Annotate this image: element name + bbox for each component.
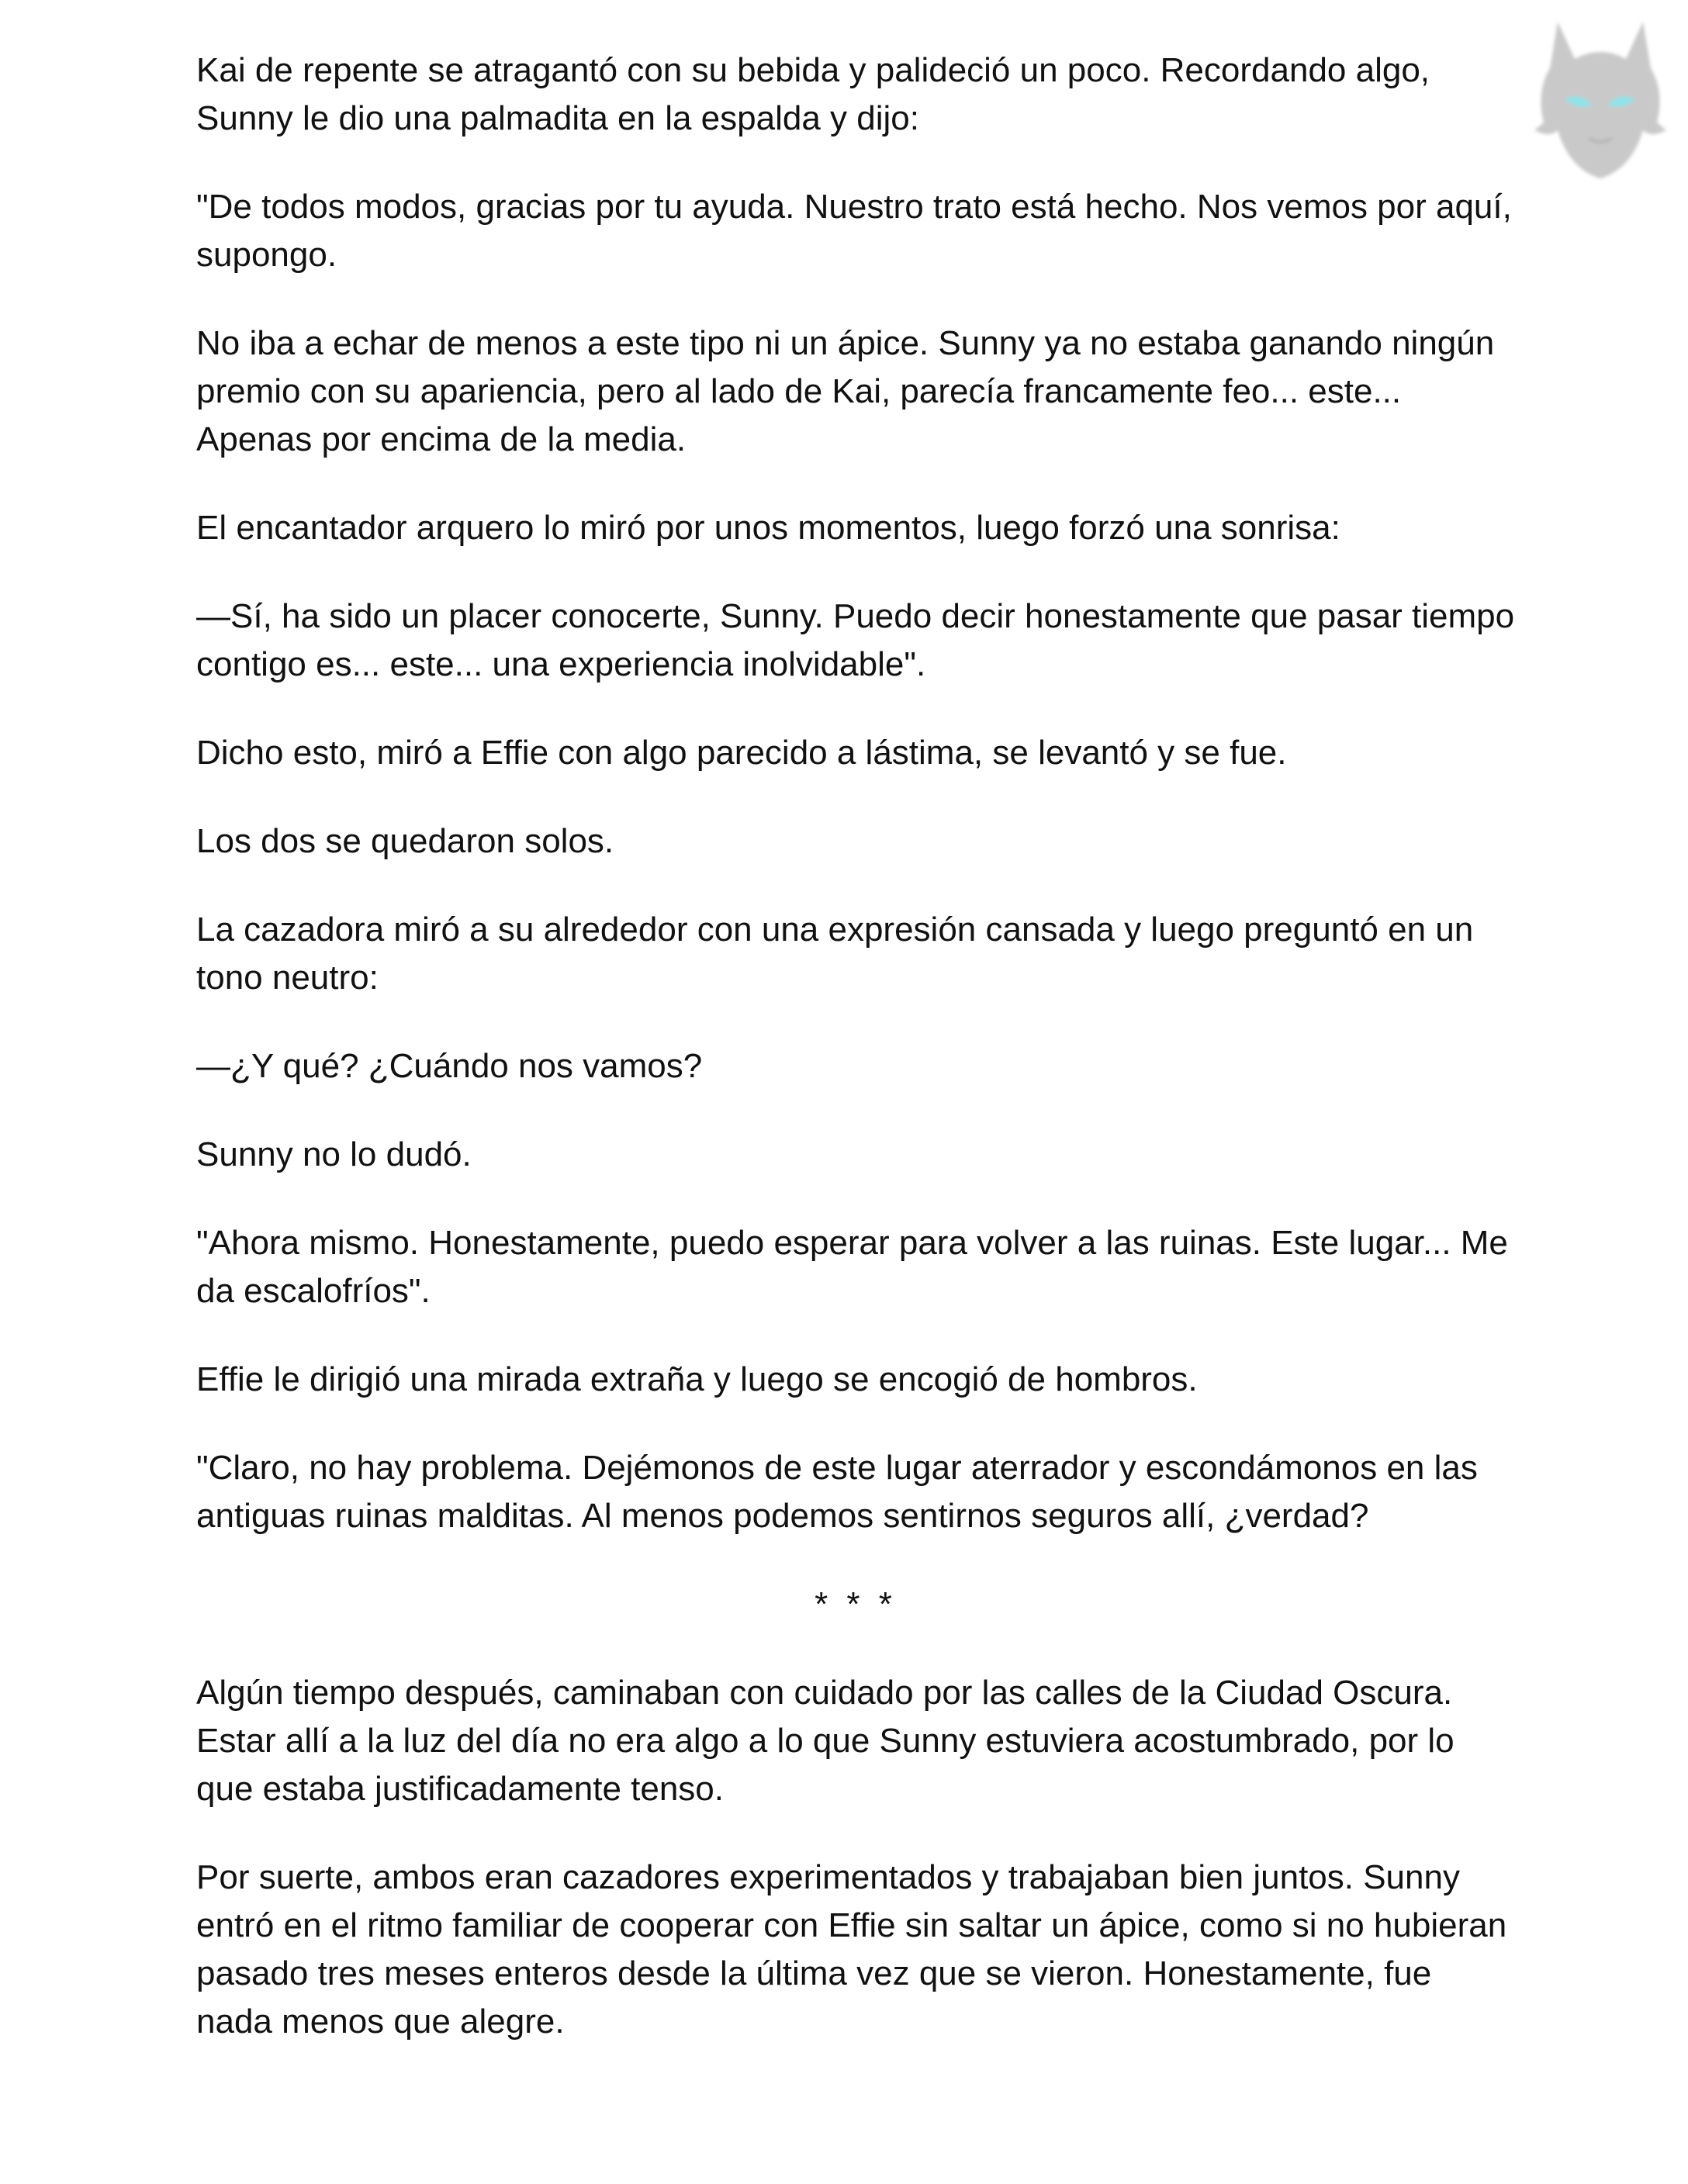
paragraph: —Sí, ha sido un placer conocerte, Sunny. Puedo decir honestamente que pasar tiempo contigo es... este... una experiencia inolvidable". bbox=[196, 597, 1515, 683]
paragraph: "De todos modos, gracias por tu ayuda. Nuestro trato está hecho. Nos vemos por aquí, supongo. bbox=[196, 188, 1512, 274]
paragraph: Algún tiempo después, caminaban con cuidado por las calles de la Ciudad Oscura. Estar allí a la luz del día no era algo a lo que Sunny estuviera acostumbrado, por lo que estaba justificadamente tenso. bbox=[196, 1674, 1455, 1808]
paragraph: Kai de repente se atragantó con su bebida y palideció un poco. Recordando algo, Sunny le dio una palmadita en la espalda y dijo: bbox=[196, 51, 1430, 137]
paragraph: Sunny no lo dudó. bbox=[196, 1135, 472, 1173]
paragraph: Effie le dirigió una mirada extraña y luego se encogió de hombros. bbox=[196, 1360, 1198, 1398]
paragraph: "Claro, no hay problema. Dejémonos de este lugar aterrador y escondámonos en las antiguas ruinas malditas. Al menos podemos sentirnos seguros allí, ¿verdad? bbox=[196, 1449, 1478, 1535]
paragraph: "Ahora mismo. Honestamente, puedo esperar para volver a las ruinas. Este lugar... Me da escalofríos". bbox=[196, 1224, 1508, 1310]
paragraph: No iba a echar de menos a este tipo ni un ápice. Sunny ya no estaba ganando ningún premio con su apariencia, pero al lado de Kai, parecía francamente feo... este... Apenas por encima de la media. bbox=[196, 324, 1495, 458]
demon-head-icon bbox=[1527, 14, 1674, 185]
document-body bbox=[196, 47, 1515, 2086]
paragraph: El encantador arquero lo miró por unos momentos, luego forzó una sonrisa: bbox=[196, 509, 1340, 547]
paragraph: La cazadora miró a su alrededor con una expresión cansada y luego preguntó en un tono neutro: bbox=[196, 911, 1474, 997]
paragraph: Los dos se quedaron solos. bbox=[196, 822, 614, 860]
paragraph: Por suerte, ambos eran cazadores experimentados y trabajaban bien juntos. Sunny entró en el ritmo familiar de cooperar con Effie sin saltar un ápice, como si no hubieran pasado tres meses enteros desde la última vez que se vieron. Honestamente, fue nada menos que alegre. bbox=[196, 1858, 1507, 2041]
paragraph: —¿Y qué? ¿Cuándo nos vamos? bbox=[196, 1047, 703, 1085]
scene-separator: * * * bbox=[815, 1585, 897, 1623]
paragraph: Dicho esto, miró a Effie con algo parecido a lástima, se levantó y se fue. bbox=[196, 734, 1287, 772]
